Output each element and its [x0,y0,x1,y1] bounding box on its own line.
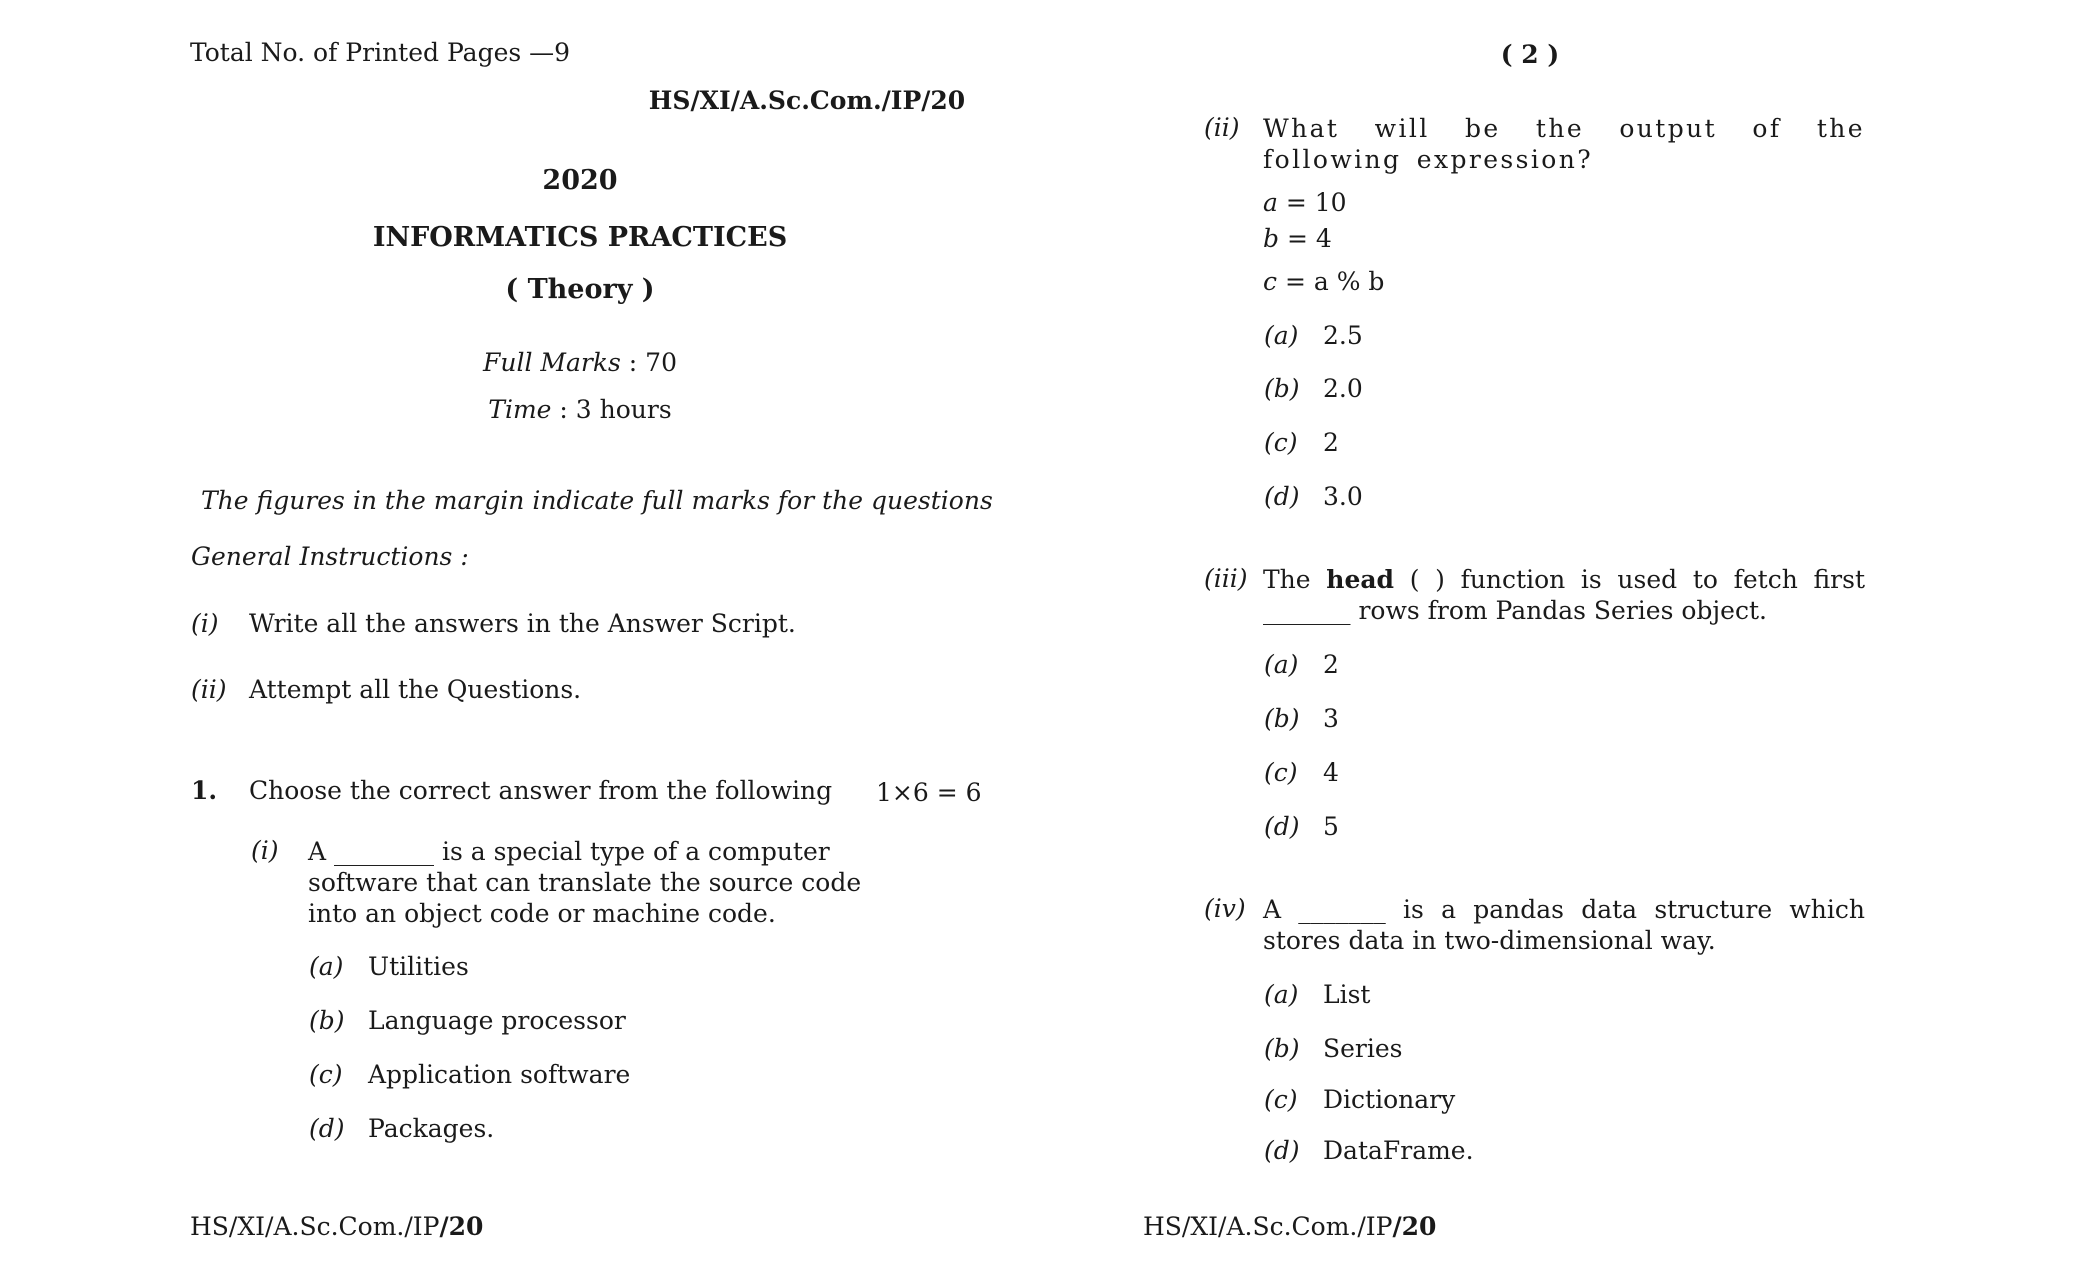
sub-question-text-start: The [1263,565,1327,594]
code-expression: = 4 [1279,224,1332,253]
option-label: (a) [1264,650,1299,679]
sub-question-text: A ________ is a special type of a computer software that can translate the source code into an object code or machine code. [308,837,862,928]
code-line [1263,267,1384,296]
code-expression: = a % b [1277,267,1385,296]
option-text: Language processor [368,1006,626,1035]
page-footer-code [1143,1212,1436,1241]
option-label: (d) [1264,482,1300,511]
option-label: (a) [309,952,344,981]
instructions-heading: General Instructions : [191,542,469,571]
sub-question-text-end: ( ) function is used to fetch first _______ rows from Pandas Series object. [1263,565,1865,625]
function-name: head [1326,565,1395,594]
option-label: (b) [1264,374,1300,403]
option-label: (c) [309,1060,343,1089]
option-text: Series [1323,1034,1403,1063]
sub-question-number: (iii) [1204,564,1248,593]
option-text: 2 [1323,650,1339,679]
time-label: Time [488,395,552,424]
sub-question-number: (ii) [1204,113,1240,142]
page-number: ( 2 ) [1500,40,1560,69]
footer-code-bold: /20 [439,1212,484,1241]
option-text: Dictionary [1323,1085,1456,1114]
instruction-text: Attempt all the Questions. [249,675,582,704]
option-label: (d) [309,1114,345,1143]
instruction-text: Write all the answers in the Answer Script. [249,609,796,638]
code-variable: a [1263,188,1278,217]
code-variable: b [1263,224,1280,253]
option-label: (a) [1264,980,1299,1009]
option-label: (b) [1264,704,1300,733]
sub-question-text [1263,564,1865,626]
footer-code-bold: /20 [1392,1212,1437,1241]
option-label: (b) [1264,1034,1300,1063]
time-value: : 3 hours [559,395,672,424]
question-marks: 1×6 = 6 [876,778,982,807]
option-label: (c) [1264,1085,1298,1114]
exam-time [488,395,671,424]
option-text: 2 [1323,428,1339,457]
subject-title: INFORMATICS PRACTICES [372,222,788,253]
option-label: (d) [1264,1136,1300,1165]
question-number: 1. [191,776,218,805]
full-marks [483,348,677,377]
option-text: 4 [1323,758,1339,787]
option-text: 2.5 [1323,321,1363,350]
sub-question-text: A _______ is a pandas data structure which stores data in two-dimensional way. [1263,895,1865,955]
footer-code-plain: HS/XI/A.Sc.Com./IP [190,1212,440,1241]
instruction-number: (ii) [191,675,227,704]
code-variable: c [1263,267,1278,296]
option-label: (c) [1264,758,1298,787]
option-label: (b) [309,1006,345,1035]
code-line [1263,224,1332,253]
option-text: Application software [368,1060,631,1089]
option-text: 3.0 [1323,482,1363,511]
exam-year: 2020 [542,165,618,196]
paper-code: HS/XI/A.Sc.Com./IP/20 [648,86,966,115]
sub-question-number: (iv) [1204,894,1246,923]
code-line [1263,188,1347,217]
option-text: 3 [1323,704,1339,733]
page-footer-code [190,1212,483,1241]
option-text: 5 [1323,812,1339,841]
question-text: Choose the correct answer from the following [249,776,833,805]
sub-question-text: What will be the output of the following expression? [1263,114,1865,174]
printed-pages-count: Total No. of Printed Pages —9 [190,38,571,67]
option-text: Packages. [368,1114,495,1143]
option-text: List [1323,980,1371,1009]
option-text: Utilities [368,952,469,981]
paper-type: ( Theory ) [505,274,655,305]
full-marks-label: Full Marks [483,348,621,377]
margin-note: The figures in the margin indicate full marks for the questions [201,486,993,515]
option-label: (a) [1264,321,1299,350]
full-marks-value: : 70 [628,348,677,377]
option-label: (d) [1264,812,1300,841]
sub-question-number: (i) [251,836,279,865]
option-label: (c) [1264,428,1298,457]
option-text: DataFrame. [1323,1136,1474,1165]
footer-code-plain: HS/XI/A.Sc.Com./IP [1143,1212,1393,1241]
code-expression: = 10 [1277,188,1347,217]
option-text: 2.0 [1323,374,1363,403]
instruction-number: (i) [191,609,219,638]
